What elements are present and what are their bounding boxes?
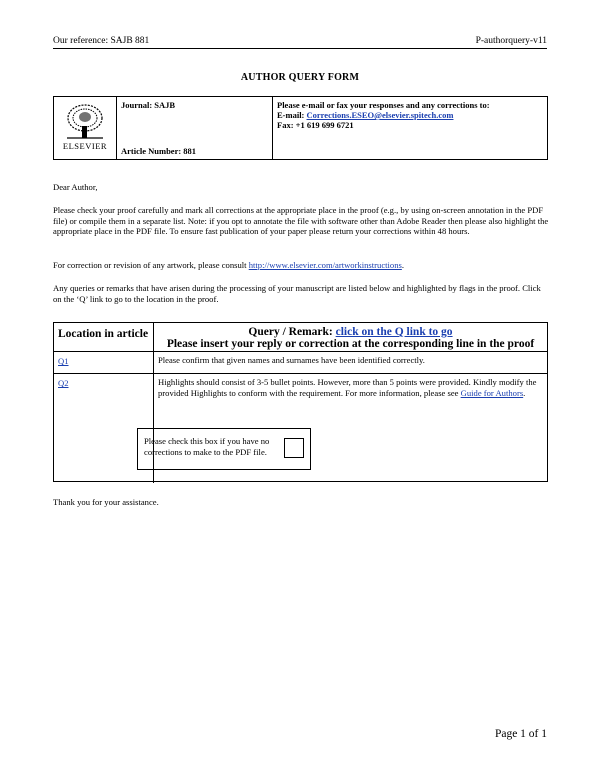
query-remark-label: Query / Remark: (248, 326, 336, 338)
closing-text: Thank you for your assistance. (53, 497, 159, 507)
elsevier-logo (54, 97, 117, 159)
greeting: Dear Author, (53, 182, 98, 192)
reply-instruction: Please insert your reply or correction at the corresponding line in the proof (166, 338, 535, 350)
contact-instructions: Please e-mail or fax your responses and any corrections to: (277, 100, 490, 110)
running-header (53, 36, 547, 49)
query-text (144, 374, 547, 483)
query-table-header (54, 323, 547, 352)
q2-link[interactable]: Q2 (58, 378, 69, 388)
journal-info-table (53, 96, 548, 160)
no-corrections-checkbox[interactable] (284, 438, 304, 458)
article-number: Article Number: 881 (121, 146, 197, 156)
instructions-paragraph: Please check your proof carefully and mark all corrections at the appropriate place in the proof (e.g., by using on-screen annotation in the PDF file) or compile them in a separate list. Note: if you opt to annotate the file with software other than Adobe Reader then please also highlight the appropriate place in the PDF file. To ensure fast publication of your paper please return your corrections within 48 hours. (53, 205, 549, 236)
tree-logo-icon (64, 102, 106, 140)
form-title: AUTHOR QUERY FORM (240, 72, 360, 83)
no-corrections-label: Please check this box if you have no corrections to make to the PDF file. (144, 436, 270, 457)
query-text-body: Highlights should consist of 3-5 bullet points. However, more than 5 points were provided. Kindly modify the provided Highlights to conform with the requirement. For more information, please see (158, 377, 537, 398)
query-text: Please confirm that given names and surnames have been identified correctly. (158, 355, 425, 365)
query-text-end: . (523, 388, 526, 398)
query-column-header (154, 323, 547, 351)
location-column-header: Location in article (54, 323, 154, 351)
table-row (54, 352, 547, 374)
fax-number: Fax: +1 619 699 6721 (277, 120, 354, 130)
query-table (53, 322, 548, 482)
contact-cell (273, 97, 547, 159)
artwork-text: For correction or revision of any artwork, please consult (53, 260, 249, 270)
queries-paragraph: Any queries or remarks that have arisen during the processing of your manuscript are listed below and highlighted by flags in the proof. Click on the ‘Q’ link to go to the location in the proof. (53, 283, 541, 304)
artwork-instructions-link[interactable]: http://www.elsevier.com/artworkinstructions (248, 260, 402, 270)
email-link[interactable]: Corrections.ESEO@elsevier.spitech.com (306, 110, 454, 120)
journal-cell (117, 97, 273, 159)
journal-name: Journal: SAJB (121, 100, 176, 110)
our-reference: Our reference: SAJB 881 (53, 36, 150, 46)
form-code: P-authorquery-v11 (475, 36, 547, 46)
q-link-hint[interactable]: click on the Q link to go (335, 326, 453, 338)
artwork-text-end: . (401, 260, 405, 270)
page-number: Page 1 of 1 (494, 728, 547, 740)
logo-wordmark: ELSEVIER (62, 141, 108, 151)
email-line (277, 110, 543, 120)
guide-for-authors-link[interactable]: Guide for Authors (460, 388, 524, 398)
no-corrections-panel (137, 428, 311, 470)
q1-link[interactable]: Q1 (58, 356, 69, 366)
email-label: E-mail: (277, 110, 305, 120)
artwork-paragraph (53, 260, 549, 271)
table-row (54, 374, 547, 483)
